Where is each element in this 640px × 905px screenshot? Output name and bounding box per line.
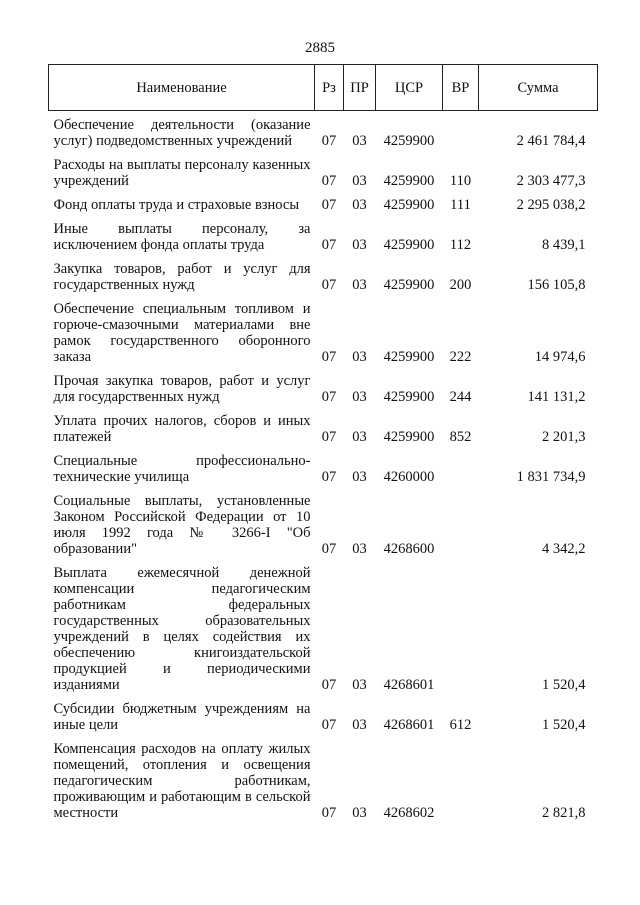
table-header-row [49, 65, 598, 111]
row-sum: 1 831 734,9 [516, 469, 586, 485]
row-pr: 03 [352, 429, 367, 445]
table-row [49, 213, 598, 253]
budget-table [48, 64, 598, 821]
row-sum: 2 821,8 [542, 805, 586, 821]
row-rz: 07 [321, 677, 337, 693]
row-pr: 03 [352, 541, 367, 557]
row-rz: 07 [321, 277, 337, 293]
row-sum: 2 295 038,2 [516, 197, 586, 213]
table-row [49, 111, 598, 150]
table-row [49, 365, 598, 405]
row-csr: 4268600 [383, 541, 435, 557]
table-row [49, 149, 598, 189]
row-pr: 03 [352, 677, 367, 693]
table-row [49, 485, 598, 557]
row-name: Уплата прочих налогов, сборов и иных платежей [53, 413, 311, 445]
table-row [49, 405, 598, 445]
row-csr: 4259900 [383, 237, 435, 253]
row-name: Расходы на выплаты персоналу казенных учреждений [53, 157, 311, 189]
row-vr: 111 [450, 197, 471, 213]
table-row [49, 733, 598, 821]
column-header-sum: Сумма [479, 65, 598, 111]
table-row [49, 445, 598, 485]
row-rz: 07 [321, 197, 337, 213]
row-sum: 4 342,2 [542, 541, 586, 557]
table-row [49, 293, 598, 365]
row-name: Фонд оплаты труда и страховые взносы [53, 197, 300, 213]
row-rz: 07 [321, 349, 337, 365]
row-rz: 07 [321, 237, 337, 253]
row-sum: 2 461 784,4 [516, 133, 586, 149]
row-vr: 244 [449, 389, 472, 405]
row-sum: 2 303 477,3 [516, 173, 586, 189]
row-csr: 4259900 [383, 349, 435, 365]
row-name: Выплата ежемесячной денежной компенсации педагогическим работникам федеральных государственных образовательных учреждений в целях содействия их обеспечению книгоиздательской продукцией и периодическими изданиями [53, 565, 311, 693]
table-row [49, 189, 598, 213]
row-rz: 07 [321, 389, 337, 405]
row-vr: 110 [449, 173, 472, 189]
row-csr: 4259900 [383, 133, 435, 149]
row-pr: 03 [352, 389, 367, 405]
table-row [49, 693, 598, 733]
row-name: Прочая закупка товаров, работ и услуг для государственных нужд [53, 373, 311, 405]
table-row [49, 253, 598, 293]
column-header-rz: Рз [315, 65, 344, 111]
row-pr: 03 [352, 349, 367, 365]
column-header-csr: ЦСР [376, 65, 443, 111]
row-name: Обеспечение специальным топливом и горюче-смазочными материалами вне рамок государственного оборонного заказа [53, 301, 311, 365]
row-rz: 07 [321, 805, 337, 821]
row-name: Субсидии бюджетным учреждениям на иные цели [53, 701, 311, 733]
row-pr: 03 [352, 717, 367, 733]
row-pr: 03 [352, 277, 367, 293]
row-rz: 07 [321, 717, 337, 733]
column-header-vr: ВР [443, 65, 479, 111]
row-sum: 14 974,6 [534, 349, 586, 365]
row-vr: 852 [449, 429, 472, 445]
row-name: Компенсация расходов на оплату жилых помещений, отопления и освещения педагогическим работникам, проживающим и работающим в сельской местности [53, 741, 311, 821]
row-pr: 03 [352, 173, 367, 189]
row-name: Социальные выплаты, установленные Законом Российской Федерации от 10 июля 1992 года № 3266-I "Об образовании" [53, 493, 311, 557]
row-vr: 200 [449, 277, 472, 293]
row-vr [443, 557, 479, 693]
column-header-pr: ПР [344, 65, 376, 111]
row-pr: 03 [352, 237, 367, 253]
row-rz: 07 [321, 133, 337, 149]
row-vr [443, 733, 479, 821]
row-csr: 4259900 [383, 389, 435, 405]
row-sum: 156 105,8 [527, 277, 586, 293]
row-sum: 2 201,3 [542, 429, 586, 445]
row-csr: 4259900 [383, 197, 435, 213]
row-csr: 4268601 [383, 677, 435, 693]
row-csr: 4268602 [383, 805, 435, 821]
row-pr: 03 [352, 133, 367, 149]
row-name: Специальные профессионально-технические училища [53, 453, 311, 485]
column-header-name: Наименование [49, 65, 315, 111]
row-rz: 07 [321, 469, 337, 485]
table-row [49, 557, 598, 693]
row-vr: 222 [449, 349, 472, 365]
row-name: Иные выплаты персоналу, за исключением фонда оплаты труда [53, 221, 311, 253]
row-pr: 03 [352, 805, 367, 821]
row-pr: 03 [352, 469, 367, 485]
row-sum: 8 439,1 [542, 237, 586, 253]
row-sum: 1 520,4 [542, 677, 586, 693]
row-vr [443, 485, 479, 557]
row-csr: 4259900 [383, 277, 435, 293]
row-sum: 141 131,2 [527, 389, 586, 405]
row-csr: 4259900 [383, 173, 435, 189]
row-vr: 112 [449, 237, 472, 253]
row-rz: 07 [321, 429, 337, 445]
row-rz: 07 [321, 173, 337, 189]
row-vr [443, 111, 479, 150]
row-csr: 4259900 [383, 429, 435, 445]
row-csr: 4268601 [383, 717, 435, 733]
page-number: 2885 [305, 40, 335, 56]
row-vr [443, 445, 479, 485]
row-sum: 1 520,4 [542, 717, 586, 733]
row-name: Обеспечение деятельности (оказание услуг) подведомственных учреждений [53, 117, 311, 149]
row-name: Закупка товаров, работ и услуг для государственных нужд [53, 261, 311, 293]
row-rz: 07 [321, 541, 337, 557]
row-vr: 612 [449, 717, 472, 733]
row-csr: 4260000 [383, 469, 435, 485]
row-pr: 03 [352, 197, 367, 213]
